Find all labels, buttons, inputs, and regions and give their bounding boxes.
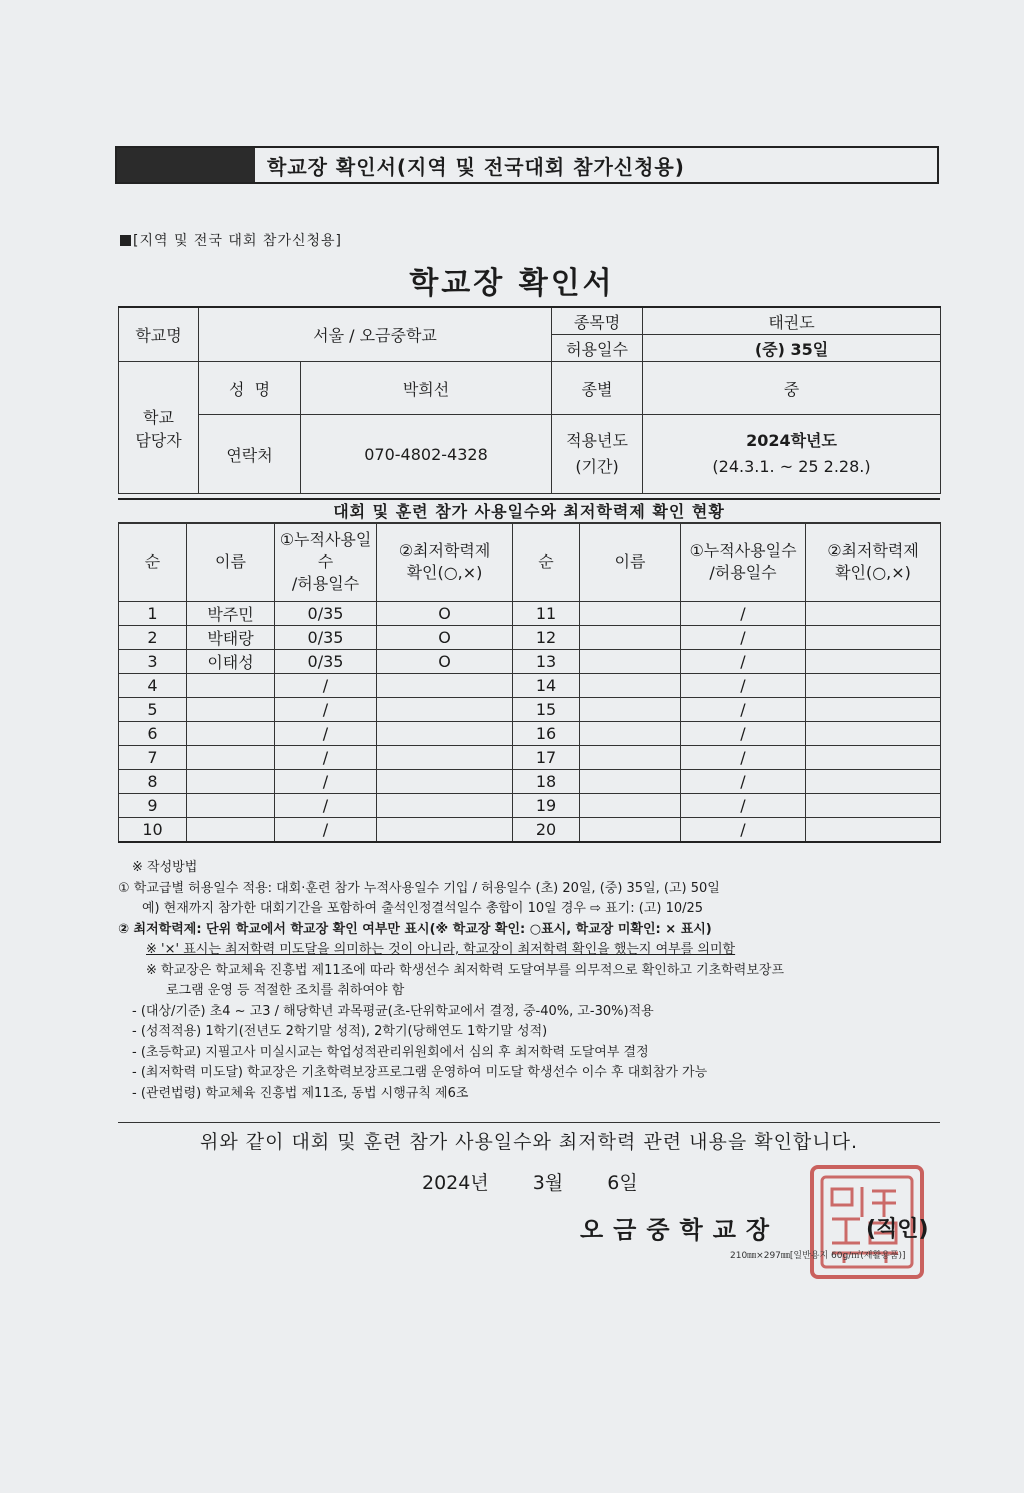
- cell-days2: /: [681, 818, 806, 843]
- school-value: 서울 / 오금중학교: [199, 307, 552, 362]
- year-value-line1: 2024학년도: [746, 431, 837, 450]
- cell-check: O: [377, 650, 513, 674]
- cell-check2: [806, 698, 941, 722]
- detail-4: - (최저학력 미도달) 학교장은 기초학력보장프로그램 운영하여 미도달 학생선수 이수 후 대회참가 가능: [132, 1065, 708, 1080]
- col-academic-line2: 확인(○,×): [406, 563, 483, 582]
- cell-check: [377, 698, 513, 722]
- cell-no2: 17: [513, 746, 580, 770]
- cell-name2: [580, 770, 681, 794]
- paper-spec: 210㎜×297㎜[일반용지 60g/㎡(재활용품)]: [730, 1251, 906, 1261]
- col-no2: 순: [513, 523, 580, 602]
- contact-value: 070-4802-4328: [301, 415, 552, 494]
- col-days-line1: ①누적사용일: [279, 530, 372, 549]
- col-days2-line1: ①누적사용일수: [689, 541, 797, 560]
- contact-label: 연락처: [199, 415, 301, 494]
- cell-name: [187, 698, 275, 722]
- cell-name: [187, 818, 275, 843]
- cell-name2: [580, 746, 681, 770]
- cell-no: 6: [119, 722, 187, 746]
- note-2-b-line1: ※ 학교장은 학교체육 진흥법 제11조에 따라 학생선수 최저학력 도달여부를 의무적으로 확인하고 기초학력보장프: [146, 962, 785, 978]
- col-academic-line1: ②최저학력제: [398, 541, 491, 560]
- col-no: 순: [119, 523, 187, 602]
- cell-check: [377, 818, 513, 843]
- cell-name2: [580, 698, 681, 722]
- year-value: [643, 415, 941, 494]
- status-table: [118, 522, 941, 843]
- col-academic2-line2: 확인(○,×): [835, 563, 911, 582]
- detail-3: - (초등학교) 지필고사 미실시교는 학업성적관리위원회에서 심의 후 최저학력 도달여부 결정: [132, 1044, 649, 1060]
- cell-days2: /: [681, 722, 806, 746]
- cell-check2: [806, 818, 941, 843]
- cell-check: [377, 770, 513, 794]
- cell-days: /: [275, 770, 377, 794]
- notes-section: [118, 858, 948, 1104]
- cell-name2: [580, 674, 681, 698]
- cell-name2: [580, 818, 681, 843]
- level-label: 종별: [552, 362, 643, 415]
- banner-block: [117, 148, 255, 182]
- table-row: [119, 602, 941, 626]
- notes-heading: ※ 작성방법: [132, 860, 198, 875]
- col-academic2-line1: ②최저학력제: [827, 541, 919, 560]
- cell-days2: /: [681, 698, 806, 722]
- confirm-statement: 위와 같이 대회 및 훈련 참가 사용일수와 최저학력 관련 내용을 확인합니다.: [118, 1122, 940, 1154]
- cell-no2: 11: [513, 602, 580, 626]
- cell-name2: [580, 794, 681, 818]
- cell-days: /: [275, 818, 377, 843]
- sport-value: 태권도: [643, 307, 941, 335]
- table-row: [119, 818, 941, 843]
- cell-no2: 20: [513, 818, 580, 843]
- cell-days: /: [275, 794, 377, 818]
- cell-no2: 13: [513, 650, 580, 674]
- cell-name: 박태랑: [187, 626, 275, 650]
- section-label: [120, 230, 342, 250]
- cell-no: 4: [119, 674, 187, 698]
- days-value: (중) 35일: [643, 335, 941, 362]
- cell-no2: 19: [513, 794, 580, 818]
- manager-label: [119, 362, 199, 494]
- cell-no: 8: [119, 770, 187, 794]
- cell-days: /: [275, 674, 377, 698]
- col-academic: [377, 523, 513, 602]
- status-title: 대회 및 훈련 참가 사용일수와 최저학력제 확인 현황: [118, 498, 940, 524]
- cell-check2: [806, 602, 941, 626]
- name-label: 성 명: [199, 362, 301, 415]
- note-2: ② 최저학력제: 단위 학교에서 학교장 확인 여부만 표시(※ 학교장 확인: ○표시, 학교장 미확인: × 표시): [118, 921, 712, 937]
- cell-check2: [806, 650, 941, 674]
- cell-name: 이태성: [187, 650, 275, 674]
- col-days2-line2: /허용일수: [709, 563, 777, 582]
- cell-days2: /: [681, 770, 806, 794]
- cell-no2: 18: [513, 770, 580, 794]
- col-days2: [681, 523, 806, 602]
- cell-check2: [806, 746, 941, 770]
- cell-days: 0/35: [275, 650, 377, 674]
- cell-check2: [806, 770, 941, 794]
- days-label: 허용일수: [552, 335, 643, 362]
- document-title: 학교장 확인서: [409, 266, 615, 301]
- table-row: [119, 698, 941, 722]
- cell-days2: /: [681, 794, 806, 818]
- cell-days2: /: [681, 602, 806, 626]
- seal-label: (직인): [866, 1217, 929, 1242]
- cell-days2: /: [681, 626, 806, 650]
- school-label: 학교명: [119, 307, 199, 362]
- manager-label-line2: 담당자: [135, 430, 182, 450]
- sport-label: 종목명: [552, 307, 643, 335]
- table-row: [119, 674, 941, 698]
- col-days-line3: /허용일수: [291, 574, 360, 593]
- note-2-a: ※ '×' 표시는 최저학력 미도달을 의미하는 것이 아니라, 학교장이 최저학력 확인을 했는지 여부를 의미함: [146, 942, 736, 957]
- detail-5: - (관련법령) 학교체육 진흥법 제11조, 동법 시행규칙 제6조: [132, 1085, 469, 1101]
- cell-no2: 12: [513, 626, 580, 650]
- cell-check: [377, 746, 513, 770]
- cell-days: 0/35: [275, 626, 377, 650]
- manager-label-line1: 학교: [143, 407, 174, 427]
- cell-check2: [806, 794, 941, 818]
- cell-days: /: [275, 722, 377, 746]
- section-label-text: [지역 및 전국 대회 참가신청용]: [133, 233, 343, 249]
- principal-name: 오금중학교장: [580, 1216, 780, 1244]
- cell-check: [377, 674, 513, 698]
- cell-days: /: [275, 698, 377, 722]
- info-table: [118, 306, 941, 494]
- cell-name: [187, 674, 275, 698]
- cell-no2: 15: [513, 698, 580, 722]
- cell-days: /: [275, 746, 377, 770]
- date-year: 2024년: [422, 1172, 489, 1194]
- cell-no: 3: [119, 650, 187, 674]
- detail-2: - (성적적용) 1학기(전년도 2학기말 성적), 2학기(당해연도 1학기말 성적): [132, 1024, 548, 1039]
- note-1: ① 학교급별 허용일수 적용: 대회·훈련 참가 누적사용일수 기입 / 허용일수 (초) 20일, (중) 35일, (고) 50일: [118, 880, 720, 896]
- date-day: 6일: [607, 1172, 638, 1194]
- cell-days2: /: [681, 674, 806, 698]
- cell-name2: [580, 722, 681, 746]
- cell-no: 10: [119, 818, 187, 843]
- table-row: [119, 770, 941, 794]
- cell-check: O: [377, 626, 513, 650]
- year-label-line1: 적용년도: [566, 431, 628, 450]
- cell-check: O: [377, 602, 513, 626]
- col-name2: 이름: [580, 523, 681, 602]
- cell-no2: 14: [513, 674, 580, 698]
- year-label: [552, 415, 643, 494]
- note-1-example: 예) 현재까지 참가한 대회기간을 포함하여 출석인정결석일수 총합이 10일 경우 ⇨ 표기: (고) 10/25: [142, 901, 704, 916]
- issue-date: [422, 1168, 658, 1195]
- cell-check2: [806, 674, 941, 698]
- banner-title: 학교장 확인서(지역 및 전국대회 참가신청용): [267, 154, 685, 179]
- table-row: [119, 746, 941, 770]
- square-bullet-icon: [120, 235, 131, 246]
- cell-check: [377, 794, 513, 818]
- col-days-line2: 수: [317, 552, 334, 571]
- date-month: 3월: [532, 1172, 564, 1194]
- name-value: 박희선: [301, 362, 552, 415]
- header-banner: [115, 146, 939, 184]
- year-label-line2: (기간): [575, 457, 619, 476]
- cell-check: [377, 722, 513, 746]
- table-row: [119, 650, 941, 674]
- cell-no: 7: [119, 746, 187, 770]
- table-row: [119, 722, 941, 746]
- col-name: 이름: [187, 523, 275, 602]
- cell-days2: /: [681, 746, 806, 770]
- cell-name: 박주민: [187, 602, 275, 626]
- cell-name: [187, 770, 275, 794]
- cell-no: 2: [119, 626, 187, 650]
- year-value-line2: (24.3.1. ~ 25 2.28.): [712, 457, 871, 476]
- cell-no: 9: [119, 794, 187, 818]
- cell-no: 1: [119, 602, 187, 626]
- detail-1: - (대상/기준) 초4 ~ 고3 / 해당학년 과목평균(초-단위학교에서 결정, 중-40%, 고-30%)적용: [132, 1003, 654, 1019]
- col-days: [275, 523, 377, 602]
- level-value: 중: [643, 362, 941, 415]
- cell-days2: /: [681, 650, 806, 674]
- cell-name2: [580, 650, 681, 674]
- cell-name2: [580, 626, 681, 650]
- cell-check2: [806, 626, 941, 650]
- cell-name2: [580, 602, 681, 626]
- table-row: [119, 626, 941, 650]
- cell-no2: 16: [513, 722, 580, 746]
- cell-name: [187, 722, 275, 746]
- note-2-b-line2: 로그램 운영 등 적절한 조치를 취하여야 함: [166, 983, 405, 998]
- cell-no: 5: [119, 698, 187, 722]
- col-academic2: [806, 523, 941, 602]
- cell-check2: [806, 722, 941, 746]
- table-row: [119, 794, 941, 818]
- cell-name: [187, 746, 275, 770]
- cell-name: [187, 794, 275, 818]
- cell-days: 0/35: [275, 602, 377, 626]
